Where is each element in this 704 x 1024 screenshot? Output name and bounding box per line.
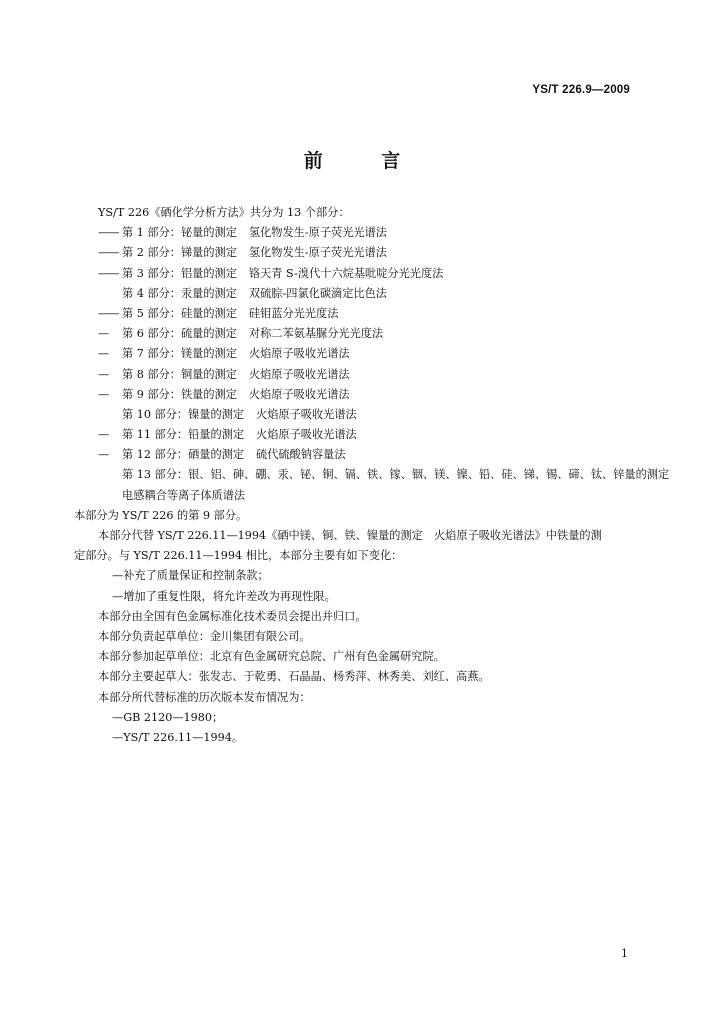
list-dash: —: [98, 428, 109, 442]
list-dash: ——: [98, 226, 119, 240]
replace-statement-line-1: 本部分代替 YS/T 226.11—1994《硒中镁、铜、铁、镍量的测定 火焰原子吸收光谱法》中铁量的测: [98, 529, 602, 542]
part-method: 火焰原子吸收光谱法: [256, 428, 357, 442]
part-name: 第 12 部分：硒量的测定: [122, 448, 245, 462]
list-dash: ——: [98, 266, 119, 280]
list-dash: ——: [98, 306, 119, 320]
change-item: —增加了重复性限，将允许差改为再现性限。: [112, 589, 336, 603]
part-name: 第 1 部分：铋量的测定: [122, 226, 237, 240]
proposed-statement: 本部分由全国有色金属标准化技术委员会提出并归口。: [98, 609, 367, 623]
list-item: [74, 223, 630, 243]
part-method: 铬天青 S-溴代十六烷基吡啶分光光度法: [248, 266, 444, 280]
part-name: 第 7 部分：镁量的测定: [122, 347, 237, 361]
part-method: 对称二苯氨基脲分光光度法: [248, 327, 384, 341]
list-dash: —: [98, 367, 109, 381]
list-item: [74, 465, 670, 485]
part-name: 第 11 部分：铅量的测定: [122, 428, 245, 442]
list-dash: ——: [98, 246, 119, 260]
part-name: 第 10 部分：镍量的测定: [122, 407, 245, 421]
list-item: [74, 405, 630, 425]
replace-statement-line-2: 定部分。与 YS/T 226.11—1994 相比，本部分主要有如下变化：: [74, 549, 403, 563]
list-item: [74, 445, 630, 465]
part-name: 第 4 部分：汞量的测定: [122, 286, 237, 300]
list-item: [74, 425, 630, 445]
participating-units: 本部分参加起草单位：北京有色金属研究总院、广州有色金属研究院。: [98, 650, 445, 664]
change-item: —补充了质量保证和控制条款；: [112, 569, 269, 583]
list-item: [74, 344, 630, 364]
document-body: [74, 203, 670, 748]
part-name: 第 5 部分：硅量的测定: [122, 306, 237, 320]
list-dash: —: [98, 448, 109, 462]
list-dash: —: [98, 327, 109, 341]
list-item: [74, 264, 630, 284]
part-name: 第 8 部分：铜量的测定: [122, 367, 237, 381]
history-intro: 本部分所代替标准的历次版本发布情况为：: [98, 690, 311, 704]
list-item: [74, 284, 630, 304]
page-number: 1: [621, 947, 628, 960]
responsible-unit: 本部分负责起草单位：金川集团有限公司。: [98, 629, 311, 643]
list-item: [74, 304, 630, 324]
list-item: [74, 385, 630, 405]
part-name: 第 2 部分：锑量的测定: [122, 246, 237, 260]
part-method: 氢化物发生-原子荧光光谱法: [248, 246, 387, 260]
part-name: 第 3 部分：铝量的测定: [122, 266, 237, 280]
part-13-continuation: 电感耦合等离子体质谱法: [122, 488, 246, 502]
intro-line: YS/T 226《硒化学分析方法》共分为 13 个部分：: [98, 206, 350, 219]
part-name: 第 9 部分：铁量的测定: [122, 387, 237, 401]
page-title: 前 言: [303, 150, 427, 172]
this-part-statement: 本部分为 YS/T 226 的第 9 部分。: [74, 508, 248, 522]
history-item: —YS/T 226.11—1994。: [112, 730, 244, 744]
part-method: 火焰原子吸收光谱法: [248, 367, 350, 381]
list-dash: —: [98, 347, 109, 361]
parts-list: [74, 223, 670, 506]
list-item: [74, 324, 630, 344]
part-method: 火焰原子吸收光谱法: [248, 347, 350, 361]
part-method: 双硫腙-四氯化碳滴定比色法: [248, 286, 387, 300]
history-item: —GB 2120—1980；: [112, 710, 224, 724]
part-method: 火焰原子吸收光谱法: [256, 407, 357, 421]
list-item: [74, 365, 630, 385]
part-method: 硅钼蓝分光光度法: [248, 306, 339, 320]
standard-code: YS/T 226.9—2009: [532, 84, 630, 96]
part-method: 硫代硫酸钠容量法: [256, 448, 346, 462]
part-method: 火焰原子吸收光谱法: [248, 387, 350, 401]
part-method: 氢化物发生-原子荧光光谱法: [248, 226, 387, 240]
part-name: 第 6 部分：硫量的测定: [122, 327, 237, 341]
drafters: 本部分主要起草人：张发志、于乾勇、石晶晶、杨秀萍、林秀美、刘红、高燕。: [98, 670, 490, 684]
part-name: 第 13 部分：银、铝、砷、硼、汞、铋、铜、镉、铁、镓、铟、镁、镍、铅、硅、锑、锡、碲、钛、锌量的测定: [122, 468, 670, 482]
list-dash: —: [98, 387, 109, 401]
list-item: [74, 243, 630, 263]
